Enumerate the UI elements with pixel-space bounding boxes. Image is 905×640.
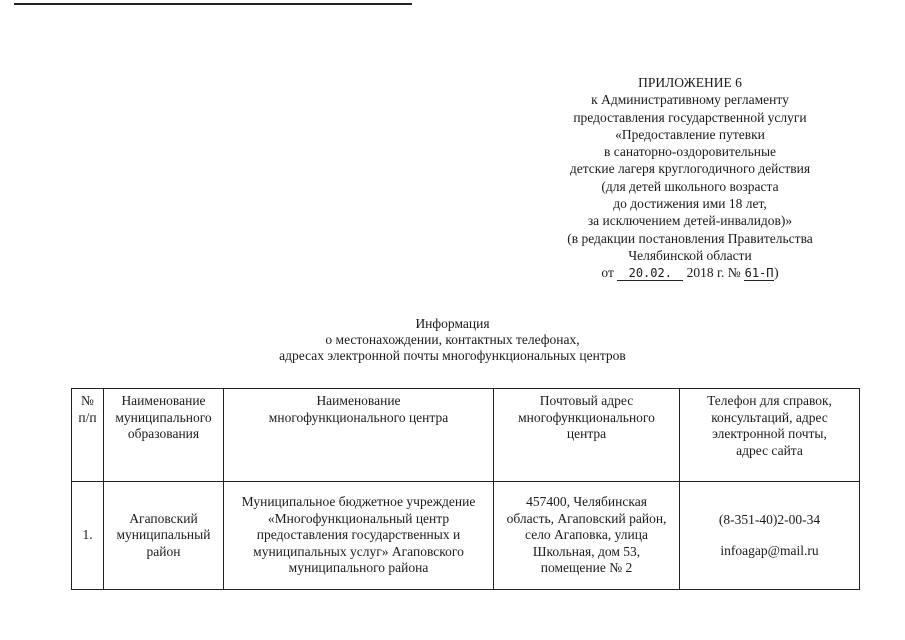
appendix-line: за исключением детей-инвалидов)» [587, 213, 793, 229]
header-municipality: Наименование муниципального образования [104, 389, 224, 482]
close-paren: ) [774, 265, 779, 281]
resolution-date-line [540, 264, 840, 281]
mfc-table [71, 388, 860, 590]
resolution-number: 61-П [744, 266, 774, 281]
cell-number: 1. [72, 482, 104, 590]
table-row [72, 482, 860, 590]
information-heading [160, 316, 745, 364]
appendix-line: (для детей школьного возраста [601, 178, 779, 194]
header-contacts: Телефон для справок, консультаций, адрес электронной почты, адрес сайта [680, 389, 860, 482]
phone-number: (8-351-40)2-00-34 [718, 512, 821, 527]
appendix-block [540, 74, 840, 282]
appendix-line: «Предоставление путевки [615, 126, 765, 142]
heading-line: адресах электронной почты многофункциональных центров [279, 348, 626, 363]
appendix-title: ПРИЛОЖЕНИЕ 6 [638, 75, 742, 90]
cell-municipality: Агаповский муниципальный район [104, 482, 224, 590]
heading-title: Информация [415, 316, 490, 331]
appendix-line: предоставления государственной услуги [573, 109, 807, 125]
date-prefix: от [601, 265, 614, 281]
appendix-line: детские лагеря круглогодичного действия [569, 161, 811, 177]
appendix-line: в санаторно-оздоровительные [603, 144, 777, 160]
appendix-line: к Административному регламенту [591, 92, 789, 108]
header-postal-address: Почтовый адрес многофункционального центра [494, 389, 680, 482]
header-number: № п/п [72, 389, 104, 482]
email-address: infoagap@mail.ru [720, 542, 819, 558]
cell-center-name: Муниципальное бюджетное учреждение «Многофункциональный центр предоставления государственных и муниципальных услуг» Агаповского муниципального района [224, 482, 494, 590]
cell-contacts [680, 482, 860, 590]
header-center-name: Наименование многофункционального центра [224, 389, 494, 482]
table-header-row [72, 389, 860, 482]
year-text: 2018 г. № [686, 265, 741, 281]
appendix-line: (в редакции постановления Правительства [567, 230, 813, 246]
appendix-line: Челябинской области [628, 247, 752, 263]
top-rule [14, 3, 412, 5]
resolution-date: 20.02. [617, 266, 683, 281]
heading-line: о местонахождении, контактных телефонах, [325, 332, 580, 347]
cell-postal-address: 457400, Челябинская область, Агаповский район, село Агаповка, улица Школьная, дом 53, помещение № 2 [494, 482, 680, 590]
appendix-line: до достижения ими 18 лет, [613, 196, 767, 212]
